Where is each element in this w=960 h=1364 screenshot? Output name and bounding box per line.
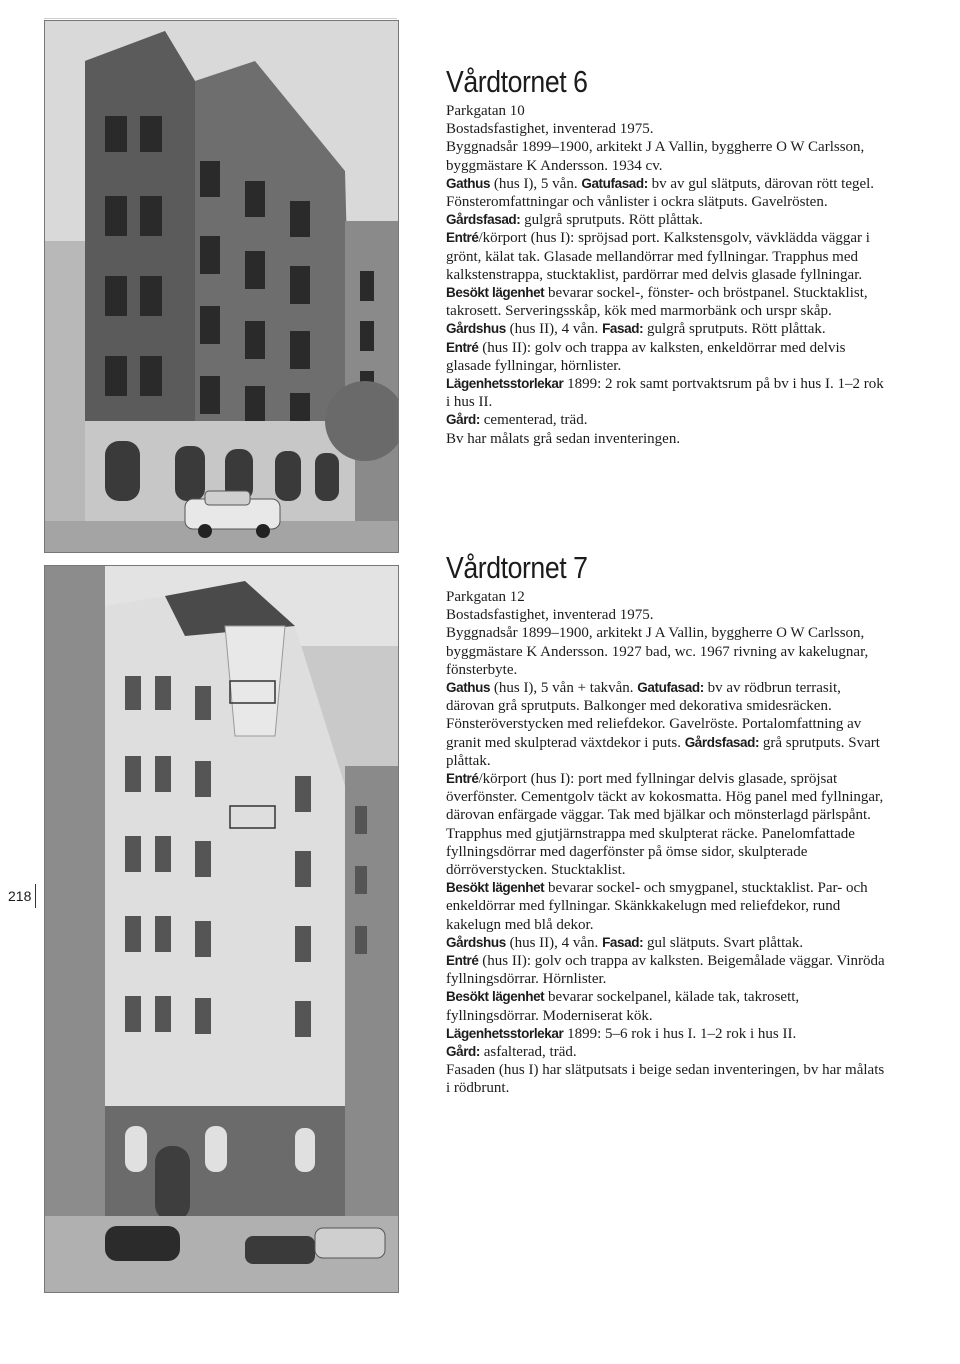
entry-paragraph <box>446 588 886 606</box>
field-label: Entré <box>446 230 479 246</box>
field-text: Byggnadsår 1899–1900, arkitekt J A Vallin, byggherre O W Carlsson, byggmästare K Andersson. 1927 bad, wc. 1967 rivning av kakelugnar, fönsterbyte. <box>446 625 869 678</box>
field-text: cementerad, träd. <box>480 412 588 429</box>
entry-paragraph <box>446 1025 886 1043</box>
field-text: Parkgatan 12 <box>446 589 525 605</box>
entry-paragraph <box>446 120 886 138</box>
page-number: 218 <box>8 884 36 908</box>
entry-paragraph <box>446 606 886 624</box>
entry-vardtornet-6 <box>446 62 886 448</box>
entry-vardtornet-7 <box>446 548 886 1098</box>
field-text: bevarar sockel- och smygpanel, stucktaklist. Par- och enkeldörrar med fyllningar. Skänkkakelugn med reliefdekor, rund kakelugn med blå dekor. <box>446 880 868 933</box>
field-label: Fasad: <box>602 321 644 337</box>
field-text: /körport (hus I): port med fyllningar delvis glasade, spröjsat överfönster. Cementgolv täckt av kokosmatta. Hög panel med fyllningar, därovan enfärgade väggar. Tak med bjälkar och mönsterlagd pärlspånt. Trapphus med gjutjärnstrappa med skulpterat räcke. Panelomfattade fyllningsdörrar med dagerfönster på ömse sidor, skulpterade dörröverstycken. Stucktaklist. <box>446 771 884 879</box>
field-text: 1899: 2 rok samt portvaktsrum på bv i hus I. 1–2 rok i hus II. <box>446 376 884 411</box>
entry-text <box>446 102 886 448</box>
entry-paragraph <box>446 375 886 411</box>
entry-paragraph <box>446 138 886 174</box>
field-label: Fasad: <box>602 934 644 950</box>
field-text: Byggnadsår 1899–1900, arkitekt J A Vallin, byggherre O W Carlsson, byggmästare K Andersson. 1934 cv. <box>446 139 865 174</box>
entry-paragraph <box>446 1043 886 1061</box>
field-label: Gatufasad: <box>581 175 648 191</box>
field-text: (hus II), 4 vån. <box>505 321 603 338</box>
field-label: Gårdshus <box>446 934 506 950</box>
entry-paragraph <box>446 624 886 679</box>
field-label: Gatufasad: <box>637 680 704 696</box>
field-text: bevarar sockelpanel, kälade tak, takrosett, fyllningsdörrar. Moderniserat kök. <box>446 989 800 1024</box>
entry-paragraph <box>446 320 886 338</box>
field-text: Bv har målats grå sedan inventeringen. <box>446 430 681 447</box>
field-label: Besökt lägenhet <box>446 285 545 301</box>
field-text: 1899: 5–6 rok i hus I. 1–2 rok i hus II. <box>563 1025 797 1042</box>
field-text: Bostadsfastighet, inventerad 1975. <box>446 121 654 138</box>
field-text: (hus I), 5 vån + takvån. <box>490 680 638 697</box>
field-label: Entré <box>446 953 479 969</box>
field-label: Gård: <box>446 412 481 428</box>
entry-paragraph <box>446 988 886 1024</box>
building-illustration-6 <box>45 21 398 552</box>
field-text: gulgrå sprutputs. Rött plåttak. <box>643 321 826 338</box>
field-text: gulgrå sprutputs. Rött plåttak. <box>520 212 703 229</box>
field-text: Bostadsfastighet, inventerad 1975. <box>446 607 654 624</box>
field-text: (hus II): golv och trappa av kalksten, enkeldörrar med delvis glasade fyllningar, hörnlister. <box>446 339 846 374</box>
field-label: Lägenhetsstorlekar <box>446 1025 564 1041</box>
entry-paragraph <box>446 679 886 770</box>
field-text: bv av rödbrun terrasit, därovan grå sprutputs. Balkonger med dekorativa smidesräcken. Fönsteröverstycken med reliefdekor. Gavelröste. Portalomfattning av granit med skulpterad växtdekor i puts. <box>446 680 862 751</box>
entry-paragraph <box>446 411 886 429</box>
field-text: (hus II), 4 vån. <box>505 934 603 951</box>
field-text: gul slätputs. Svart plåttak. <box>643 934 804 951</box>
field-text: Fasaden (hus I) har slätputsats i beige sedan inventeringen, bv har målats i rödbrunt. <box>446 1062 885 1097</box>
field-text: asfalterad, träd. <box>480 1044 577 1061</box>
field-text: bevarar sockel-, fönster- och bröstpanel. Stucktaklist, takrosett. Serveringsskåp, kök med marmorbänk och urspr skåp. <box>446 285 868 320</box>
field-label: Entré <box>446 771 479 787</box>
entry-title: Vårdtornet 6 <box>446 64 588 99</box>
vardtornet-7-photo <box>44 565 399 1293</box>
field-label: Gårdsfasad: <box>446 212 521 228</box>
entry-paragraph <box>446 229 886 284</box>
building-illustration-7 <box>45 566 398 1292</box>
scan-edge-line <box>44 18 397 19</box>
field-text: (hus I), 5 vån. <box>490 175 582 192</box>
vardtornet-6-photo <box>44 20 399 553</box>
field-label: Gårdsfasad: <box>684 734 760 750</box>
field-label: Lägenhetsstorlekar <box>446 376 564 392</box>
field-label: Gård: <box>446 1044 481 1060</box>
entry-paragraph <box>446 284 886 320</box>
field-label: Besökt lägenhet <box>446 880 545 896</box>
entry-paragraph <box>446 102 886 120</box>
field-text: grå sprutputs. Svart plåttak. <box>446 734 880 769</box>
entry-paragraph <box>446 175 886 230</box>
entry-paragraph <box>446 430 886 448</box>
field-label: Gathus <box>446 175 491 191</box>
entry-paragraph <box>446 339 886 375</box>
field-label: Gårdshus <box>446 321 506 337</box>
field-text: (hus II): golv och trappa av kalksten. Beigemålade väggar. Vinröda fyllningsdörrar. Hörnlister. <box>446 953 885 988</box>
field-label: Gathus <box>446 680 491 696</box>
field-text: Parkgatan 10 <box>446 103 525 119</box>
entry-paragraph <box>446 952 886 988</box>
field-label: Entré <box>446 339 479 355</box>
entry-paragraph <box>446 1061 886 1097</box>
entry-paragraph <box>446 770 886 879</box>
entry-paragraph <box>446 879 886 934</box>
field-label: Besökt lägenhet <box>446 989 545 1005</box>
field-text: bv av gul slätputs, därovan rött tegel. Fönsteromfattningar och vånlister i ockra slätputs. Gavelrösten. <box>446 175 875 211</box>
entry-text <box>446 588 886 1098</box>
field-text: /körport (hus I): spröjsad port. Kalkstensgolv, vävklädda väggar i grönt, kälat tak. Glasade mellandörrar med fyllningar. Trapphus med kalkstenstrappa, stucktaklist, pardörrar med delvis glasade fyllningar. <box>446 230 870 283</box>
entry-paragraph <box>446 934 886 952</box>
entry-title: Vårdtornet 7 <box>446 550 588 585</box>
